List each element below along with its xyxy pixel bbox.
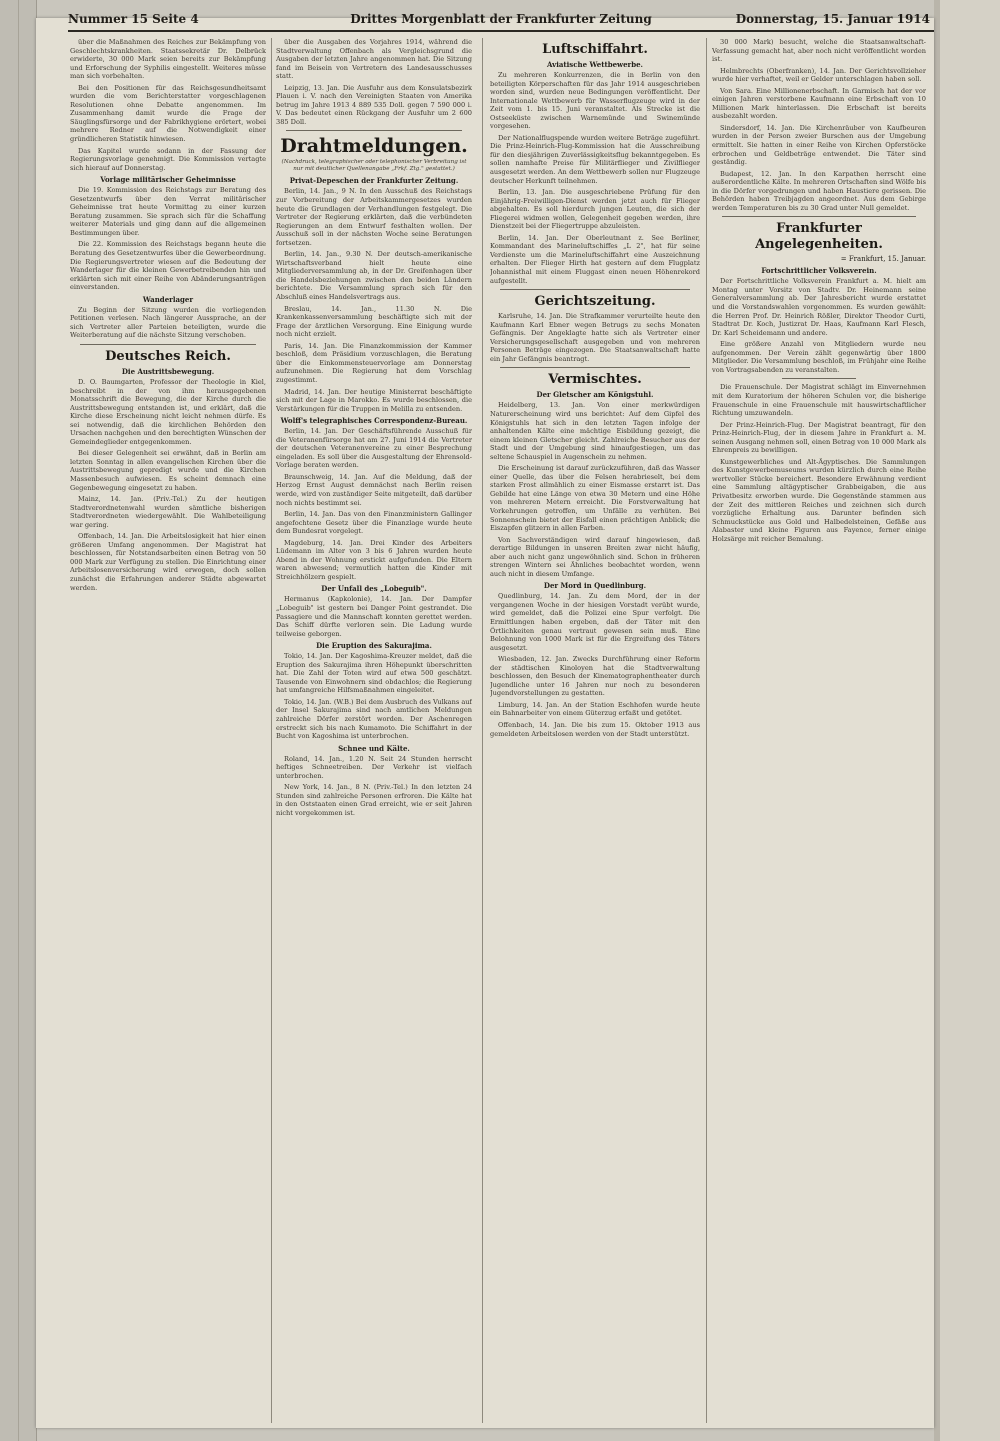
- article-paragraph: Eine größere Anzahl von Mitgliedern wurde neu aufgenommen. Der Verein zählt gegenwärtig über 1800 Mitglieder. Die Versammlung beschloß, im Frühjahr eine Reihe von Vortragsabenden zu veranstalten.: [712, 340, 926, 374]
- subhead: Wolff's telegraphisches Correspondenz-Bureau.: [280, 416, 468, 426]
- article-paragraph: Paris, 14. Jan. Die Finanzkommission der Kammer beschloß, dem Präsidium vorzuschlagen, die Beratung über die Einkommensteuervorlage am Donnerstag aufzunehmen. Die Regierung hat dem Vorschlag zugestimmt.: [276, 341, 472, 384]
- article-paragraph: Offenbach, 14. Jan. Die Arbeitslosigkeit hat hier einen größeren Umfang angenommen. Der Magistrat hat beschlossen, für Notstandsarbeiten einen Betrag von 50 000 Mark zur Verfügung zu stellen. Die Einrichtung einer Arbeitslosenversicherung wird erwogen, doch sollen zunächst die Erfahrungen anderer Städte abgewartet werden.: [70, 532, 266, 592]
- section-title-frankfurter-angelegenheiten: Frankfurter Angelegenheiten.: [755, 221, 883, 253]
- article-paragraph: 30 000 Mark) besucht, welche die Staatsanwaltschaft-Verfassung gemacht hat, aber noch nicht veröffentlicht worden ist.: [712, 38, 926, 64]
- subhead: Die Austrittsbewegung.: [121, 366, 215, 376]
- article-paragraph: D. O. Baumgarten, Professor der Theologie in Kiel, beschreibt in der von ihm herausgegebenen Monatsschrift die Bewegung, die der Kirche durch die Austrittsbewegung entstanden ist, und erklärt, daß die Kirche diese Erscheinung nicht leicht nehmen dürfe. Es sei notwendig, daß die kirchlichen Behörden den Ursachen nachgehen und den berechtigten Wünschen der Gemeindeglieder entgegenkommen.: [70, 377, 266, 446]
- article-paragraph: über die Maßnahmen des Reiches zur Bekämpfung von Geschlechtskrankheiten. Staatssekretär Dr. Delbrück erwiderte, 30 000 Mark seien bereits zur Bekämpfung und Erforschung der Syphilis eingestellt. Weiteres müsse man sich vorbehalten.: [70, 38, 266, 81]
- article-paragraph: Tokio, 14. Jan. (W.B.) Bei dem Ausbruch des Vulkans auf der Insel Sakurajima sind nach amtlichen Meldungen zahlreiche Dörfer zerstört worden. Der Aschenregen erstreckt sich bis nach Kumamoto. Die Schiffahrt in der Bucht von Kagoshima ist unterbrochen.: [276, 697, 472, 741]
- article-paragraph: Leipzig, 13. Jan. Die Ausfuhr aus dem Konsulatsbezirk Plauen i. V. nach den Vereinigten Staaten von Amerika betrug im Jahre 1913 4 889 535 Doll. gegen 7 590 000 i. V. Das bedeutet einen Rückgang der Ausfuhr um 2 600 385 Doll.: [276, 83, 472, 126]
- page-edge-left: [0, 0, 37, 1441]
- masthead: Drittes Morgenblatt der Frankfurter Zeitung: [350, 12, 652, 26]
- reprint-note: (Nachdruck, telegraphischer oder telephonischer Verbreitung ist nur mit deutlicher Quellenangabe „Frkf. Ztg." gestattet.): [281, 159, 467, 173]
- article-paragraph: Berlin, 14. Jan. Der Geschäftsführende Ausschuß für die Veteranenfürsorge hat am 27. Juni 1914 die Vertreter der deutschen Veteranenvereine zu einer Besprechung eingeladen. Es soll über die Ausgestaltung der Ehrensold-Vorlage beraten werden.: [276, 427, 472, 470]
- article-paragraph: Der Prinz-Heinrich-Flug. Der Magistrat beantragt, für den Prinz-Heinrich-Flug, der in diesem Jahre in Frankfurt a. M. seinen Ausgang nehmen soll, einen Betrag von 10 000 Mark als Ehrenpreis zu bewilligen.: [712, 420, 926, 455]
- subhead: Aviatische Wettbewerbe.: [547, 60, 643, 69]
- article-paragraph: Von Sara. Eine Millionenerbschaft. In Garmisch hat der vor einigen Jahren verstorbene Kaufmann eine Erbschaft von 10 Millionen Mark hinterlassen. Die Erbschaft ist bereits ausbezahlt worden.: [712, 86, 926, 121]
- divider: [80, 344, 256, 345]
- article-paragraph: über die Ausgaben des Vorjahres 1914, während die Stadtverwaltung Offenbach als Vergleichsgrund die Ausgaben der letzten Jahre angenommen hat. Die Sitzung fand im Beisein von Vertretern des Landesausschusses statt.: [276, 38, 472, 81]
- article-paragraph: Sindersdorf, 14. Jan. Die Kirchenräuber von Kaufbeuren wurden in der Person zweier Burschen aus der Umgebung ermittelt. Sie hatten in einer Reihe von Kirchen Opferstöcke erbrochen und Geldbeträge entwendet. Die Täter sind geständig.: [712, 123, 926, 167]
- section-title-vermischtes: Vermischtes.: [548, 372, 642, 388]
- section-title-luftschiffahrt: Luftschiffahrt.: [542, 42, 648, 57]
- article-paragraph: Berlin, 14. Jan., 9.30 N. Der deutsch-amerikanische Wirtschaftsverband hielt heute eine Mitgliederversammlung ab, in der Dr. Greifenhagen über die Handelsbeziehungen zwischen den beiden Ländern berichtete. Die Versammlung sprach sich für den Abschluß eines Handelsvertrags aus.: [276, 250, 472, 302]
- article-paragraph: Berlin, 14. Jan., 9 N. In den Ausschuß des Reichstags zur Vorbereitung der Arbeitskammergesetzes wurden heute die Grundlagen der Verhandlungen festgelegt. Die Vertreter der Regierung erklärten, daß die verbündeten Regierungen an dem Entwurf festhalten wollen. Der Ausschuß soll in der nächsten Woche seine Beratungen fortsetzen.: [276, 187, 472, 247]
- section-title-gerichtszeitung: Gerichtszeitung.: [534, 294, 656, 310]
- article-paragraph: Bei dieser Gelegenheit sei erwähnt, daß in Berlin am letzten Sonntag in allen evangelischen Kirchen über die Austrittsbewegung gepredigt wurde und die Kirchen Massenbesuch aufwiesen. Es scheint demnach eine Gegenbewegung eingesetzt zu haben.: [70, 449, 266, 492]
- article-paragraph: Die 22. Kommission des Reichstags begann heute die Beratung des Gesetzentwurfes über die Gewerbeordnung. Die Regierungsvertreter wiesen auf die Bedeutung der Wanderlager für die kleinen Gewerbetreibenden hin und erklärten sich mit einer Reihe von Abänderungsanträgen einverstanden.: [70, 240, 266, 292]
- column-rule: [706, 38, 707, 1423]
- article-paragraph: Der Nationalflugspende wurden weitere Beträge zugeführt. Die Prinz-Heinrich-Flug-Kommission hat die Ausschreibung für den diesjährigen Zuverlässigkeitsflug bekanntgegeben. Es sollen namhafte Preise für Militärflieger und Zivilflieger ausgesetzt werden. An dem Wettbewerb sollen nur Flugzeuge deutscher Herkunft teilnehmen.: [490, 133, 700, 185]
- running-header: [36, 6, 934, 32]
- divider: [782, 378, 856, 379]
- subhead: Wanderlager: [142, 294, 194, 304]
- article-paragraph: Roland, 14. Jan., 1.20 N. Seit 24 Stunden herrscht heftiges Schneetreiben. Der Verkehr ist vielfach unterbrochen.: [276, 754, 472, 780]
- article-paragraph: Wiesbaden, 12. Jan. Zwecks Durchführung einer Reform der städtischen Kinoloyen hat die Stadtverwaltung beschlossen, den Besuch der Kinematographentheater durch Jugendliche unter 16 Jahren nur noch zu besonderen Jugendvorstellungen zu gestatten.: [490, 655, 700, 698]
- article-paragraph: Magdeburg, 14. Jan. Drei Kinder des Arbeiters Lüdemann im Alter von 3 bis 6 Jahren wurden heute Abend in der Wohnung erstickt aufgefunden. Die Eltern waren abwesend; vermutlich hatten die Kinder mit Streichhölzern gespielt.: [276, 538, 472, 581]
- divider: [286, 130, 462, 131]
- article-paragraph: Berlin, 14. Jan. Der Oberleutnant z. See Berliner, Kommandant des Marineluftschiffes „L 2", hat für seine Verdienste um die Marineluftschiffahrt eine Auszeichnung erhalten. Der Flieger Hirth hat gestern auf dem Flugplatz Johannisthal mit einem Fluggast einen neuen Höhenrekord aufgestellt.: [490, 233, 700, 285]
- article-paragraph: Hermanus (Kapkolonie), 14. Jan. Der Dampfer „Lobeguib" ist gestern bei Danger Point gestrandet. Die Passagiere und die Mannschaft konnten gerettet werden. Das Schiff dürfte verloren sein. Die Ladung wurde teilweise geborgen.: [276, 595, 472, 638]
- article-paragraph: Budapest, 12. Jan. In den Karpathen herrscht eine außerordentliche Kälte. In mehreren Ortschaften sind Wölfe bis in die Dörfer vorgedrungen und haben Haustiere gerissen. Die Behörden haben Treibjagden angeordnet. Aus dem Gebirge werden Temperaturen bis zu 30 Grad unter Null gemeldet.: [712, 169, 926, 212]
- article-paragraph: Madrid, 14. Jan. Der heutige Ministerrat beschäftigte sich mit der Lage in Marokko. Es wurde beschlossen, die Verstärkungen für die Truppen in Melilla zu entsenden.: [276, 387, 472, 413]
- divider: [500, 289, 690, 290]
- article-paragraph: Helmbrechts (Oberfranken), 14. Jan. Der Gerichtsvollzieher wurde hier verhaftet, weil er Gelder unterschlagen haben soll.: [712, 66, 926, 84]
- column-3: [490, 38, 700, 1423]
- article-paragraph: Braunschweig, 14. Jan. Auf die Meldung, daß der Herzog Ernst August demnächst nach Berlin reisen werde, wird von zuständiger Seite mitgeteilt, daß darüber noch nichts bestimmt sei.: [276, 472, 472, 507]
- subhead: Schnee und Kälte.: [338, 743, 410, 753]
- issue-date: Donnerstag, 15. Januar 1914: [735, 12, 930, 26]
- subhead: Privat-Depeschen der Frankfurter Zeitung.: [289, 176, 459, 186]
- subhead: Der Unfall des „Lobeguib".: [321, 584, 427, 594]
- article-paragraph: Die Frauenschule. Der Magistrat schlägt im Einvernehmen mit dem Kuratorium der höheren Schulen vor, die bisherige Frauenschule in eine Frauenschule mit hauswirtschaftlicher Richtung umzuwandeln.: [712, 383, 926, 418]
- article-paragraph: Quedlinburg, 14. Jan. Zu dem Mord, der in der vergangenen Woche in der hiesigen Vorstadt verübt wurde, wird gemeldet, daß die Polizei eine Spur verfolgt. Die Ermittlungen haben ergeben, daß der Täter mit den Örtlichkeiten genau vertraut gewesen sein muß. Eine Belohnung von 1000 Mark ist für die Ergreifung des Täters ausgesetzt.: [490, 592, 700, 652]
- article-paragraph: Von Sachverständigen wird darauf hingewiesen, daß derartige Bildungen in unseren Breiten zwar nicht häufig, aber auch nicht ganz ungewöhnlich sind. Schon in früheren strengen Wintern sei Ähnliches beobachtet worden, wenn auch nicht in diesem Umfange.: [490, 535, 700, 578]
- article-paragraph: Breslau, 14. Jan., 11.30 N. Die Krankenkassenversammlung beschäftigte sich mit der Frage der ärztlichen Versorgung. Eine Einigung wurde noch nicht erzielt.: [276, 304, 472, 339]
- column-rule: [482, 38, 483, 1423]
- article-paragraph: New York, 14. Jan., 8 N. (Priv.-Tel.) In den letzten 24 Stunden sind zahlreiche Personen erfroren. Die Kälte hat in den Oststaaten einen Grad erreicht, wie er seit Jahren nicht vorgekommen ist.: [276, 783, 472, 817]
- torn-edge: [934, 0, 940, 1441]
- dateline: = Frankfurt, 15. Januar.: [840, 255, 926, 264]
- article-paragraph: Zu mehreren Konkurrenzen, die in Berlin von den beteiligten Körperschaften für das Jahr 1914 ausgeschrieben worden sind, wurden neue Bedingungen veröffentlicht. Der Internationale Wettbewerb für Wasserflugzeuge wird in der Zeit vom 1. bis 15. Juni veranstaltet. Als Strecke ist die Ostseeküste zwischen Warnemünde und Swinemünde vorgesehen.: [490, 71, 700, 131]
- article-paragraph: Kunstgewerbliches und Alt-Ägyptisches. Die Sammlungen des Kunstgewerbemuseums wurden kürzlich durch eine Reihe wertvoller Stücke bereichert. Besondere Erwähnung verdient eine Sammlung altägyptischer Grabbeigaben, die aus Privatbesitz erworben wurde. Die Gegenstände stammen aus der Zeit des mittleren Reiches und zeichnen sich durch vorzügliche Erhaltung aus. Darunter befinden sich Schmuckstücke aus Gold und Halbedelsteinen, Gefäße aus Alabaster und kleine Figuren aus Fayence, ferner einige Holzsärge mit reicher Bemalung.: [712, 457, 926, 543]
- article-paragraph: Mainz, 14. Jan. (Priv.-Tel.) Zu der heutigen Stadtverordnetenwahl wurden sämtliche bisherigen Stadtverordneten wiedergewählt. Die Wahlbeteiligung war gering.: [70, 495, 266, 529]
- header-rule: [68, 30, 934, 32]
- article-paragraph: Die Erscheinung ist darauf zurückzuführen, daß das Wasser einer Quelle, das über die Felsen herabrieselt, bei dem starken Frost allmählich zu einer Eismasse erstarrt ist. Das Gebilde hat eine Länge von etwa 30 Metern und eine Höhe von mehreren Metern erreicht. Die Forstverwaltung hat Vorkehrungen getroffen, um Unfälle zu verhüten. Bei Sonnenschein bietet der Eisfall einen prächtigen Anblick; die Eiszapfen glitzern in allen Farben.: [490, 464, 700, 533]
- column-2: [276, 38, 472, 1423]
- column-4: [712, 38, 926, 1423]
- column-1: [70, 38, 266, 1423]
- article-paragraph: Tokio, 14. Jan. Der Kagoshima-Kreuzer meldet, daß die Eruption des Sakurajima ihren Höhepunkt überschritten hat. Die Zahl der Toten wird auf etwa 500 geschätzt. Tausende von Einwohnern sind obdachlos; die Regierung hat umfangreiche Hilfsmaßnahmen eingeleitet.: [276, 652, 472, 695]
- section-title-drahtmeldungen: Drahtmeldungen.: [280, 135, 468, 158]
- subhead: Der Gletscher am Königstuhl.: [536, 390, 654, 400]
- article-paragraph: Heidelberg, 13. Jan. Von einer merkwürdigen Naturerscheinung wird uns berichtet: Auf dem Gipfel des Königstuhls hat sich in den letzten Tagen infolge der anhaltenden Kälte eine mächtige Eisbildung gezeigt, die einem kleinen Gletscher gleicht. Zahlreiche Besucher aus der Stadt und der Umgebung sind hinaufgestiegen, um das seltene Schauspiel in Augenschein zu nehmen.: [490, 401, 700, 461]
- article-paragraph: Bei den Positionen für das Reichsgesundheitsamt wurden die vom Berichterstatter vorgeschlagenen Resolutionen ohne Debatte angenommen. Im Zusammenhang damit wurde die Frage der Säuglingsfürsorge und der Fabrikhygiene erörtert, wobei mehrere Redner auf die Notwendigkeit einer gründlicheren Statistik hinwiesen.: [70, 83, 266, 144]
- divider: [500, 367, 690, 368]
- article-paragraph: Berlin, 14. Jan. Das von den Finanzministern Gallinger angefochtene Gesetz über die Finanzlage wurde heute dem Bundesrat vorgelegt.: [276, 510, 472, 536]
- page-number: Nummer 15 Seite 4: [68, 12, 199, 26]
- subhead: Fortschrittlicher Volksverein.: [761, 266, 877, 276]
- article-paragraph: Das Kapitel wurde sodann in der Fassung der Regierungsvorlage genehmigt. Die Kommission vertagte sich hierauf auf Donnerstag.: [70, 146, 266, 172]
- subhead: Der Mord in Quedlinburg.: [543, 581, 647, 591]
- article-paragraph: Limburg, 14. Jan. An der Station Eschhofen wurde heute ein Bahnarbeiter von einem Güterzug erfaßt und getötet.: [490, 700, 700, 718]
- article-paragraph: Die 19. Kommission des Reichstags zur Beratung des Gesetzentwurfs über den Verrat militärischer Geheimnisse trat heute Vormittag zu einer kurzen Beratung zusammen. Sie sprach sich für die Schaffung weiterer Materials und ging dann auf die allgemeinen Bestimmungen über.: [70, 186, 266, 237]
- page-edge-right: [934, 0, 1000, 1441]
- subhead: Vorlage militärischer Geheimnisse: [100, 175, 236, 185]
- article-paragraph: Der Fortschrittliche Volksverein Frankfurt a. M. hielt am Montag unter Vorsitz von Stadtv. Dr. Heinemann seine Generalversammlung ab. Der Jahresbericht wurde erstattet und die Vorstandswahlen vorgenommen. Es wurden gewählt: die Herren Prof. Dr. Heinrich Rößler, Direktor Theodor Curti, Stadtrat Dr. Koch, Justizrat Dr. Haas, Kaufmann Karl Flesch, Dr. Karl Scheidemann und andere.: [712, 277, 926, 337]
- section-title-deutsches-reich: Deutsches Reich.: [105, 348, 231, 364]
- divider: [722, 216, 916, 217]
- fold-line: [18, 0, 19, 1441]
- article-paragraph: Karlsruhe, 14. Jan. Die Strafkammer verurteilte heute den Kaufmann Karl Ebner wegen Betrugs zu sechs Monaten Gefängnis. Der Angeklagte hatte sich als Vertreter einer Versicherungsgesellschaft ausgegeben und von mehreren Personen Beträge eingezogen. Die Staatsanwaltschaft hatte ein Jahr Gefängnis beantragt.: [490, 312, 700, 363]
- article-paragraph: Offenbach, 14. Jan. Die bis zum 15. Oktober 1913 aus gemeldeten Arbeitslosen werden von der Stadt unterstützt.: [490, 721, 700, 738]
- article-paragraph: Berlin, 13. Jan. Die ausgeschriebene Prüfung für den Einjährig-Freiwilligen-Dienst werden jetzt auch für Flieger abgehalten. Es soll hierdurch jungen Leuten, die sich der Fliegerei widmen wollen, Gelegenheit gegeben werden, ihre Dienstzeit bei der Fliegertruppe abzuleisten.: [490, 188, 700, 231]
- column-rule: [271, 38, 272, 1423]
- article-paragraph: Zu Beginn der Sitzung wurden die vorliegenden Petitionen verlesen. Nach längerer Aussprache, an der sich Vertreter aller Parteien beteiligten, wurde die Weiterberatung auf die nächste Sitzung verschoben.: [70, 305, 266, 340]
- subhead: Die Eruption des Sakurajima.: [316, 641, 432, 651]
